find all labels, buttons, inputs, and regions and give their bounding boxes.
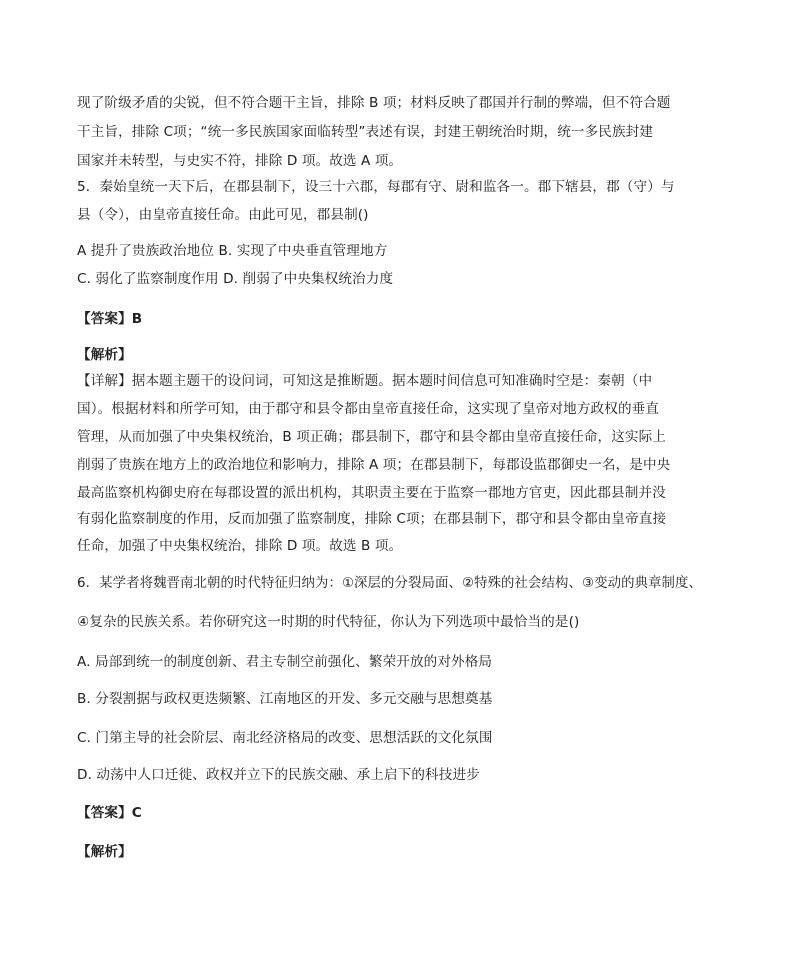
q5-answer: 【答案】B: [77, 311, 143, 327]
q5-options-line-2: C. 弱化了监察制度作用 D. 削弱了中央集权统治力度: [77, 271, 394, 287]
prev-analysis-line-2: 干主旨，排除 C项；“统一多民族国家面临转型”表述有误，封建王朝统治时期，统一多民族封建: [77, 124, 654, 140]
q5-detail-line-4: 削弱了贵族在地方上的政治地位和影响力，排除 A 项；在郡县制下，每郡设监郡御史一名，是中央: [77, 457, 671, 473]
q5-detail-line-3: 管理，从而加强了中央集权统治，B 项正确；郡县制下，郡守和县令都由皇帝直接任命，这实际上: [77, 429, 666, 445]
q6-stem-line-2: ④复杂的民族关系。若你研究这一时期的时代特征，你认为下列选项中最恰当的是(): [77, 614, 580, 630]
q5-stem-line-1: 5．秦始皇统一天下后，在郡县制下，设三十六郡，每郡有守、尉和监各一。郡下辖县，郡（守）与: [77, 179, 675, 195]
q5-detail-line-6: 有弱化监察制度的作用，反而加强了监察制度，排除 C项；在郡县制下，郡守和县令都由皇帝直接: [77, 511, 667, 527]
q6-option-a: A. 局部到统一的制度创新、君主专制空前强化、繁荣开放的对外格局: [77, 654, 493, 670]
prev-analysis-line-3: 国家并未转型，与史实不符，排除 D 项。故选 A 项。: [77, 153, 403, 169]
q5-detail-line-1: 【详解】据本题主题干的设问词，可知这是推断题。据本题时间信息可知准确时空是：秦朝（中: [77, 373, 653, 389]
prev-analysis-line-1: 现了阶级矛盾的尖锐，但不符合题干主旨，排除 B 项；材料反映了郡国并行制的弊端，但不符合题: [77, 95, 671, 111]
q5-options-line-1: A 提升了贵族政治地位 B. 实现了中央垂直管理地方: [77, 243, 388, 259]
q5-detail-line-5: 最高监察机构御史府在每郡设置的派出机构，其职责主要在于监察一郡地方官吏，因此郡县制并没: [77, 485, 666, 501]
q6-option-d: D. 动荡中人口迁徙、政权并立下的民族交融、承上启下的科技进步: [77, 767, 480, 783]
q6-stem-line-1: 6．某学者将魏晋南北朝的时代特征归纳为：①深层的分裂局面、②特殊的社会结构、③变动的典章制度、: [77, 576, 703, 591]
q6-analysis-label: 【解析】: [77, 844, 132, 860]
q6-option-c: C. 门第主导的社会阶层、南北经济格局的改变、思想活跃的文化氛围: [77, 730, 493, 746]
q5-detail-line-7: 任命，加强了中央集权统治，排除 D 项。故选 B 项。: [77, 538, 403, 554]
q6-option-b: B. 分裂割据与政权更迭频繁、江南地区的开发、多元交融与思想奠基: [77, 691, 493, 707]
q6-answer: 【答案】C: [77, 805, 142, 821]
q5-detail-line-2: 国）。根据材料和所学可知，由于郡守和县令都由皇帝直接任命，这实现了皇帝对地方政权的垂直: [77, 401, 660, 417]
q5-stem-line-2: 县（令），由皇帝直接任命。由此可见，郡县制(): [77, 207, 369, 223]
q5-analysis-label: 【解析】: [77, 347, 132, 363]
